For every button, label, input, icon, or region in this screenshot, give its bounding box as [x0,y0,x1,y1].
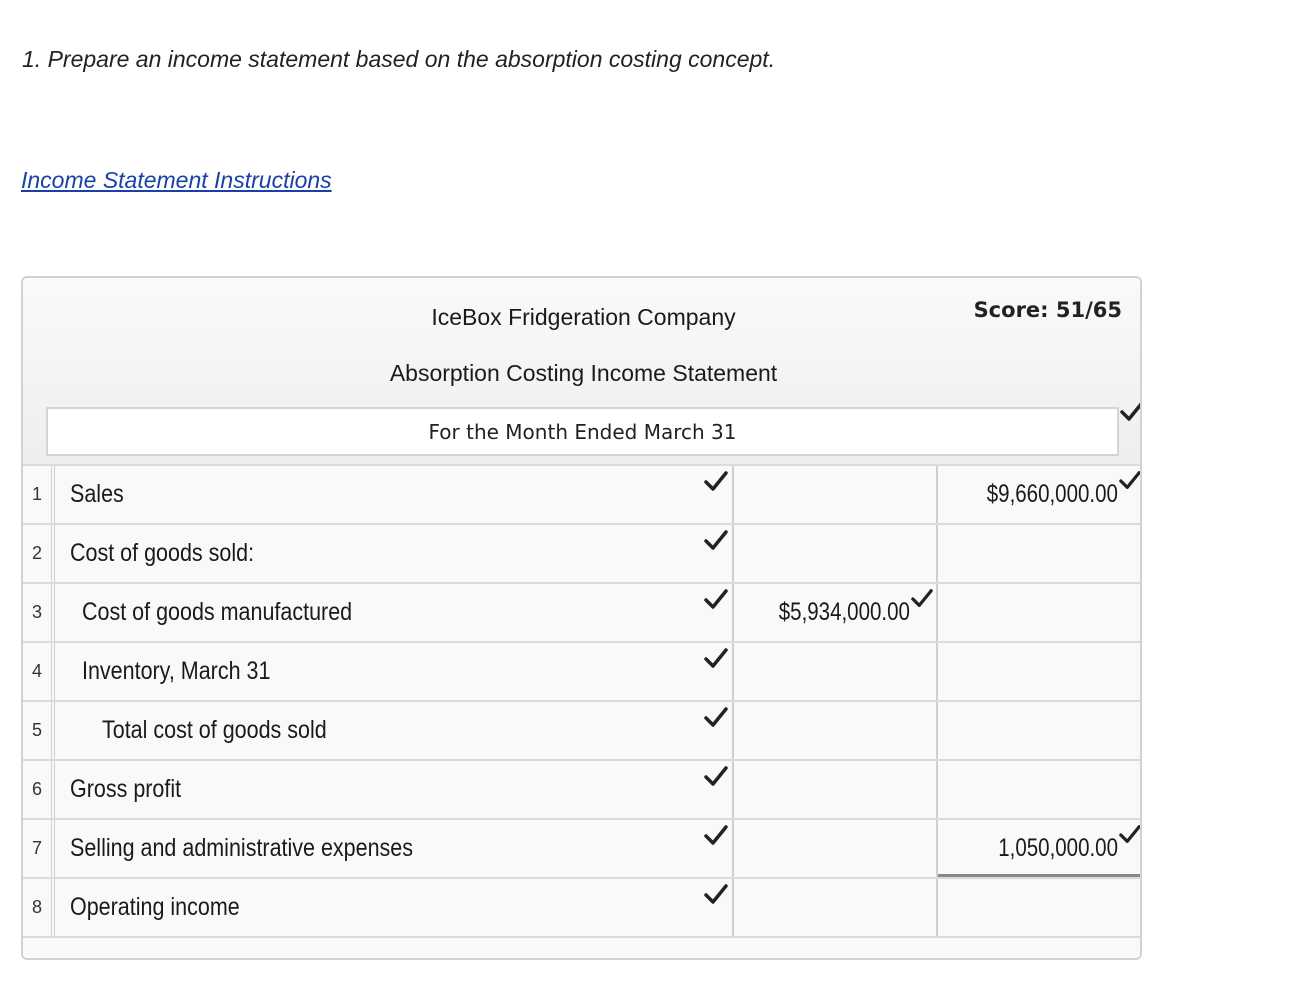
row-number: 2 [23,525,55,582]
amount-cell-col2[interactable] [938,879,1142,936]
score-label: Score: 51/65 [973,298,1122,322]
row-number: 7 [23,820,55,877]
amount-cell-col1[interactable] [732,761,938,818]
amount-cell-col2[interactable] [938,643,1142,700]
row-number: 1 [23,466,55,523]
statement-title [23,360,1142,387]
income-statement-panel [21,276,1142,960]
row-label-input[interactable]: Inventory, March 31 [82,657,271,685]
amount-cell-col1[interactable] [732,879,938,936]
statement-title-text: Absorption Costing Income Statement [389,360,778,386]
check-icon [910,588,934,610]
amount-cell-col2[interactable] [938,525,1142,582]
row-label-input[interactable]: Cost of goods manufactured [82,598,353,626]
check-icon [1118,470,1142,492]
check-icon [703,470,729,494]
check-icon [1119,400,1142,424]
check-icon [703,824,729,848]
statement-header [23,278,1140,464]
amount-cell-col1[interactable] [732,643,938,700]
row-number: 6 [23,761,55,818]
table-row [23,702,1142,761]
amount-cell-col1[interactable] [732,702,938,759]
row-label-input[interactable]: Sales [70,480,124,508]
row-label-input[interactable]: Selling and administrative expenses [70,834,414,862]
amount-cell-col2[interactable] [938,702,1142,759]
amount-cell-col2[interactable] [938,584,1142,641]
instructions-link[interactable]: Income Statement Instructions [21,167,332,193]
row-label-input[interactable]: Gross profit [70,775,182,803]
amount-cell-col1[interactable] [732,466,938,523]
amount-value: 1,050,000.00 [998,834,1118,862]
amount-cell-col2[interactable] [938,761,1142,818]
check-icon [703,588,729,612]
check-icon [703,765,729,789]
amount-cell-col2[interactable] [938,466,1142,523]
table-row [23,464,1142,525]
table-row [23,525,1142,584]
row-label-input[interactable]: Cost of goods sold: [70,539,255,567]
amount-value: $5,934,000.00 [778,598,910,626]
question-text: 1. Prepare an income statement based on the absorption costing concept. [22,46,776,72]
amount-cell-col1[interactable] [732,820,938,877]
row-number: 5 [23,702,55,759]
row-number: 3 [23,584,55,641]
check-icon [703,647,729,671]
check-icon [703,529,729,553]
statement-rows [23,464,1142,938]
row-number: 8 [23,879,55,936]
company-name-text: IceBox Fridgeration Company [431,304,736,330]
check-icon [703,883,729,907]
check-icon [703,706,729,730]
table-row [23,643,1142,702]
row-number: 4 [23,643,55,700]
amount-cell-col1[interactable] [732,584,938,641]
amount-cell-col2[interactable] [938,820,1142,877]
table-row [23,584,1142,643]
table-row [23,761,1142,820]
period-field[interactable]: For the Month Ended March 31 [46,407,1119,456]
row-label-input[interactable]: Total cost of goods sold [102,716,327,744]
table-row [23,820,1142,879]
amount-value: $9,660,000.00 [986,480,1118,508]
amount-cell-col1[interactable] [732,525,938,582]
row-label-input[interactable]: Operating income [70,893,240,921]
table-row [23,879,1142,938]
check-icon [1118,824,1142,846]
